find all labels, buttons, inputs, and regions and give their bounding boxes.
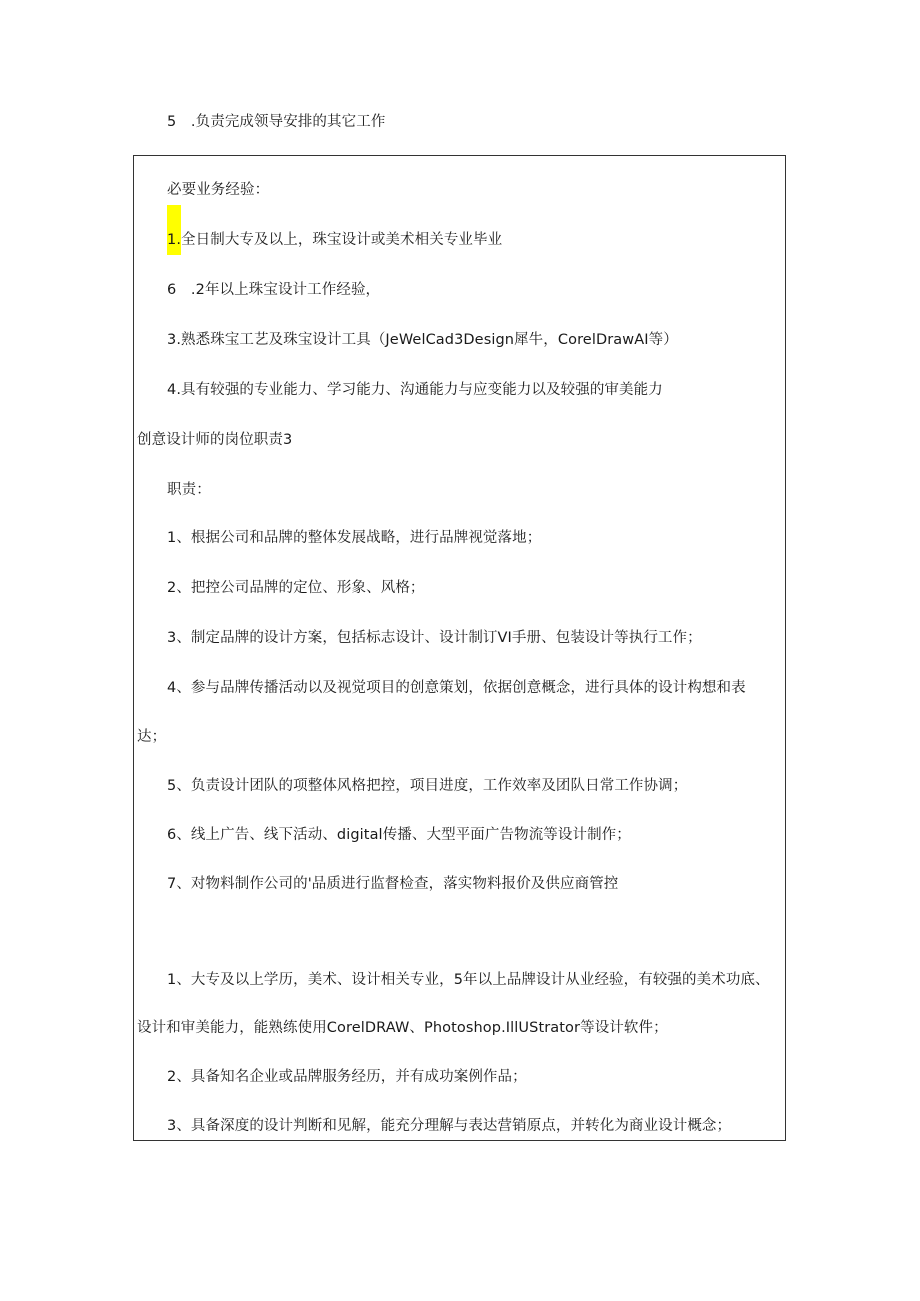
duty-item: 4、参与品牌传播活动以及视觉项目的创意策划，依据创意概念，进行具体的设计构想和表 [167,680,746,696]
requirement-item: 1.全日制大专及以上，珠宝设计或美术相关专业毕业 [167,232,503,248]
duty-item: 7、对物料制作公司的'品质进行监督检查，落实物料报价及供应商管控 [167,876,619,892]
qualification-item-continuation: 设计和审美能力，能熟练使用CorelDRAW、Photoshop.IllUStrator等设计软件； [137,1020,668,1036]
qualification-item: 1、大专及以上学历，美术、设计相关专业，5年以上品牌设计从业经验，有较强的美术功底、 [167,972,770,988]
requirement-item: 4.具有较强的专业能力、学习能力、沟通能力与应变能力以及较强的审美能力 [167,382,663,398]
requirements-heading: 必要业务经验： [167,182,270,198]
duty-item: 3、制定品牌的设计方案，包括标志设计、设计制订VI手册、包装设计等执行工作； [167,630,702,646]
duties-heading: 职责： [167,482,211,498]
requirement-item: 3.熟悉珠宝工艺及珠宝设计工具（JeWelCad3Design犀牛，CorelDrawAI等） [167,332,678,348]
duty-item: 5、负责设计团队的项整体风格把控，项目进度，工作效率及团队日常工作协调； [167,778,688,794]
section-title: 创意设计师的岗位职责3 [137,432,293,448]
duty-item: 2、把控公司品牌的定位、形象、风格； [167,580,425,596]
duty-item: 6、线上广告、线下活动、digital传播、大型平面广告物流等设计制作； [167,827,631,843]
content-table-border [133,155,786,1141]
top-line-text: 5 .负责完成领导安排的其它工作 [167,114,386,130]
duty-item: 1、根据公司和品牌的整体发展战略，进行品牌视觉落地； [167,530,542,546]
qualification-item: 2、具备知名企业或品牌服务经历，并有成功案例作品； [167,1069,527,1085]
duty-item-continuation: 达； [137,729,167,745]
qualification-item: 3、具备深度的设计判断和见解，能充分理解与表达营销原点，并转化为商业设计概念； [167,1118,732,1134]
requirement-item: 6 .2年以上珠宝设计工作经验， [167,282,381,298]
